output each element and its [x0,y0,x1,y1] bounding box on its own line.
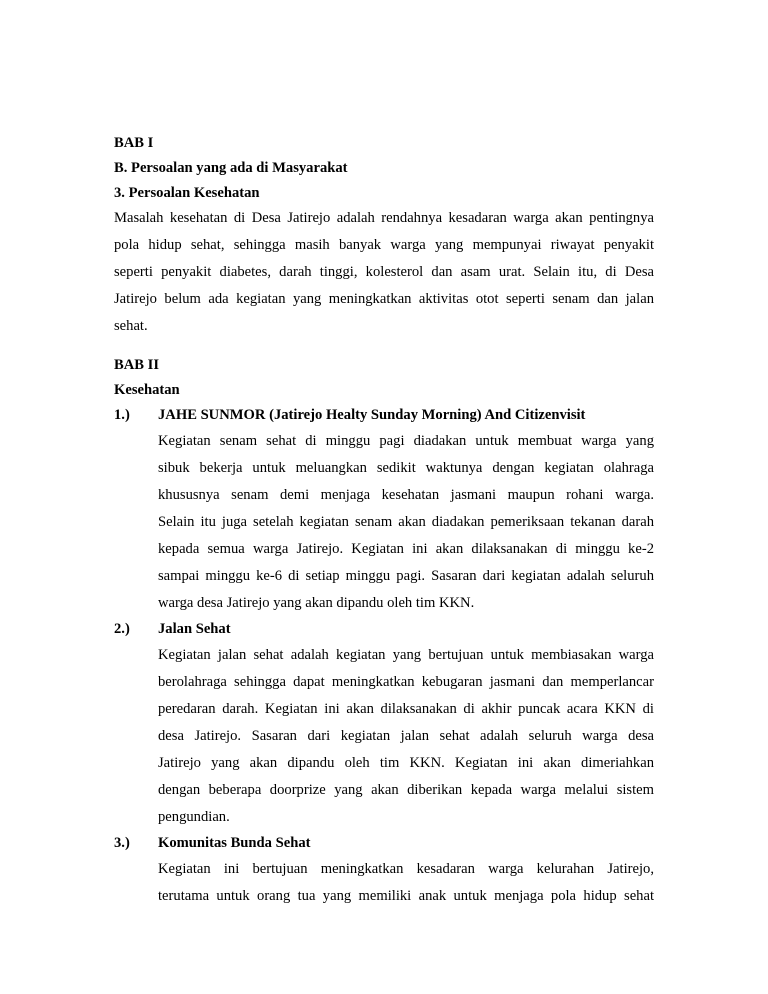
bab2-title: BAB II [114,357,160,373]
item-line: sibuk bekerja untuk meluangkan sedikit waktunya dengan kegiatan olahraga [158,460,654,476]
section-3-heading: 3. Persoalan Kesehatan [114,185,260,201]
bab1-paragraph-line: Jatirejo belum ada kegiatan yang meningkatkan aktivitas otot seperti senam dan jalan [114,291,654,307]
bab2-subtitle: Kesehatan [114,382,180,398]
item-line: desa Jatirejo. Sasaran dari kegiatan jalan sehat adalah seluruh warga desa [158,728,654,744]
bab1-paragraph-line: Masalah kesehatan di Desa Jatirejo adalah rendahnya kesadaran warga akan pentingnya [114,210,654,226]
bab1-title: BAB I [114,135,154,151]
item-line: sampai minggu ke-6 di setiap minggu pagi. Sasaran dari kegiatan adalah seluruh [158,568,654,584]
item-number: 3.) [114,835,130,851]
item-heading: Jalan Sehat [158,621,231,637]
item-line: pengundian. [158,809,230,825]
item-line: warga desa Jatirejo yang akan dipandu oleh tim KKN. [158,595,475,611]
item-line: kepada semua warga Jatirejo. Kegiatan ini akan dilaksanakan di minggu ke-2 [158,541,654,557]
item-line: Jatirejo yang akan dipandu oleh tim KKN. Kegiatan ini akan dimeriahkan [158,755,654,771]
item-line: peredaran darah. Kegiatan ini akan dilaksanakan di akhir puncak acara KKN di [158,701,654,717]
item-line: khususnya senam demi menjaga kesehatan jasmani maupun rohani warga. [158,487,654,503]
section-b-heading: B. Persoalan yang ada di Masyarakat [114,160,348,176]
item-line: Selain itu juga setelah kegiatan senam akan diadakan pemeriksaan tekanan darah [158,514,654,530]
item-line: Kegiatan senam sehat di minggu pagi diadakan untuk membuat warga yang [158,433,654,449]
item-line: terutama untuk orang tua yang memiliki anak untuk menjaga pola hidup sehat [158,888,654,904]
item-heading: Komunitas Bunda Sehat [158,835,311,851]
item-number: 2.) [114,621,130,637]
bab1-paragraph-line: sehat. [114,318,148,334]
item-line: berolahraga sehingga dapat meningkatkan kebugaran jasmani dan memperlancar [158,674,654,690]
bab1-paragraph-line: pola hidup sehat, sehingga masih banyak warga yang mempunyai riwayat penyakit [114,237,654,253]
item-line: Kegiatan jalan sehat adalah kegiatan yang bertujuan untuk membiasakan warga [158,647,654,663]
item-line: Kegiatan ini bertujuan meningkatkan kesadaran warga kelurahan Jatirejo, [158,861,654,877]
item-number: 1.) [114,407,130,423]
bab1-paragraph-line: seperti penyakit diabetes, darah tinggi, kolesterol dan asam urat. Selain itu, di Desa [114,264,654,280]
item-line: dengan beberapa doorprize yang akan diberikan kepada warga melalui sistem [158,782,654,798]
item-heading: JAHE SUNMOR (Jatirejo Healty Sunday Morning) And Citizenvisit [158,407,586,423]
